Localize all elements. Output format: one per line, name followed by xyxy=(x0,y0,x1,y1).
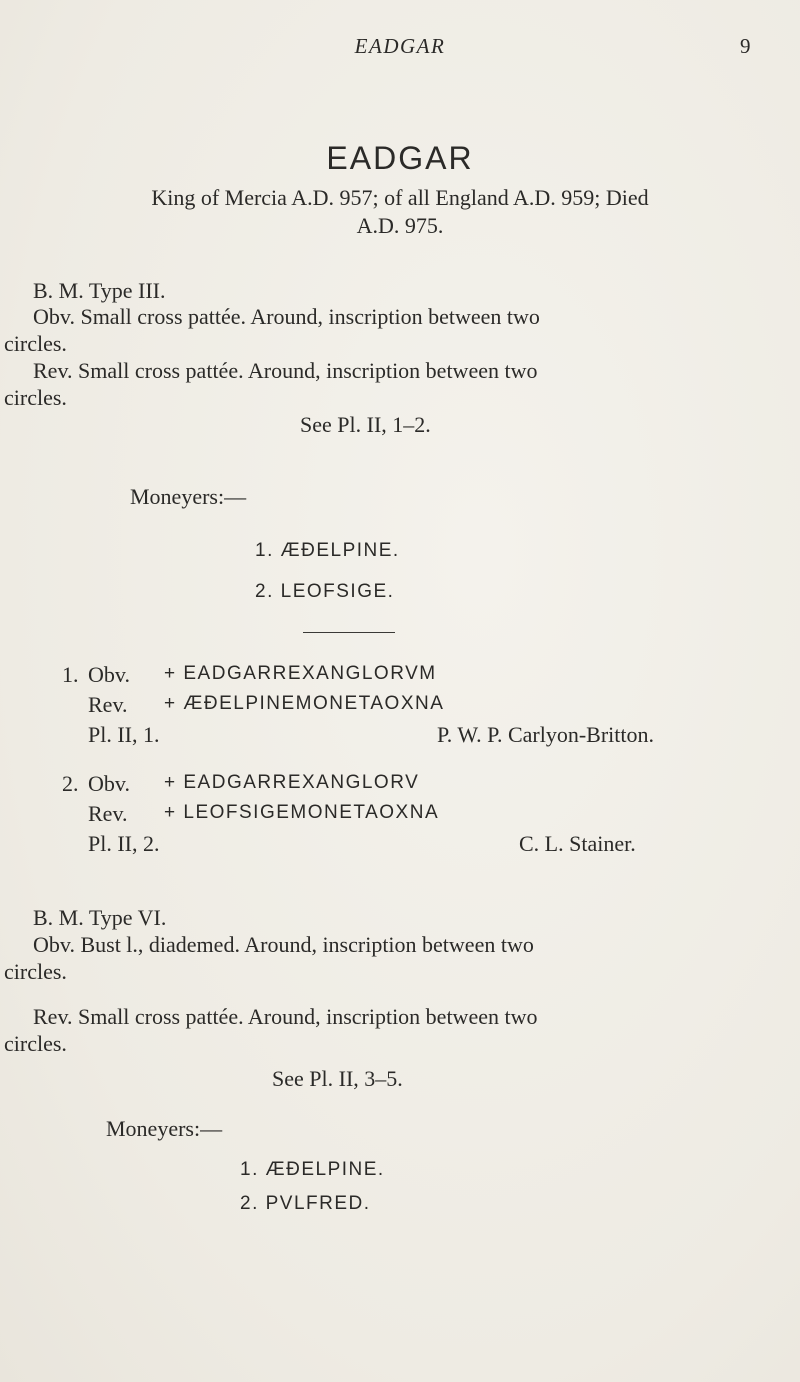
section-heading: EADGAR xyxy=(326,140,474,176)
intro-line-2: A.D. 975. xyxy=(356,213,444,238)
section1-moneyers-label: Moneyers:— xyxy=(130,484,247,509)
section-divider xyxy=(303,632,395,633)
coin1-owner: P. W. P. Carlyon-Britton. xyxy=(437,722,654,747)
coin1-number: 1. xyxy=(62,662,79,687)
coin2-obv-legend: + EADGARREXANGLORV xyxy=(164,772,420,793)
coin2-rev-label: Rev. xyxy=(88,801,128,826)
section1-obv-line-2: circles. xyxy=(4,331,67,356)
running-title: EADGAR xyxy=(354,34,446,58)
coin1-plate: Pl. II, 1. xyxy=(88,722,160,747)
section2-moneyers-label: Moneyers:— xyxy=(106,1116,223,1141)
section2-type: B. M. Type VI. xyxy=(33,905,167,930)
section2-obv-line-1: Obv. Bust l., diademed. Around, inscription between two xyxy=(33,932,534,957)
section2-rev-line-2: circles. xyxy=(4,1031,67,1056)
coin1-rev-label: Rev. xyxy=(88,692,128,717)
coin2-rev-legend: + LEOFSIGEMONETAOXNA xyxy=(164,802,440,823)
section1-obv-line-1: Obv. Small cross pattée. Around, inscription between two xyxy=(33,304,540,329)
section1-moneyer-1: 1. ÆÐELPINE. xyxy=(255,540,400,561)
section2-rev-line-1: Rev. Small cross pattée. Around, inscription between two xyxy=(33,1004,538,1029)
section1-type: B. M. Type III. xyxy=(33,278,166,303)
coin1-obv-legend: + EADGARREXANGLORVM xyxy=(164,663,437,684)
intro-line-1: King of Mercia A.D. 957; of all England A.D. 959; Died xyxy=(151,185,649,210)
coin1-obv-label: Obv. xyxy=(88,662,130,687)
section1-see-plate: See Pl. II, 1–2. xyxy=(300,412,431,437)
coin1-rev-legend: + ÆÐELPINEMONETAOXNA xyxy=(164,693,445,714)
section1-rev-line-1: Rev. Small cross pattée. Around, inscription between two xyxy=(33,358,538,383)
section2-moneyer-1: 1. ÆÐELPINE. xyxy=(240,1159,385,1180)
coin2-plate: Pl. II, 2. xyxy=(88,831,160,856)
section2-moneyer-2: 2. PVLFRED. xyxy=(240,1193,371,1214)
section2-see-plate: See Pl. II, 3–5. xyxy=(272,1066,403,1091)
page-number: 9 xyxy=(740,34,751,58)
section2-obv-line-2: circles. xyxy=(4,959,67,984)
coin2-number: 2. xyxy=(62,771,79,796)
section1-rev-line-2: circles. xyxy=(4,385,67,410)
coin2-obv-label: Obv. xyxy=(88,771,130,796)
coin2-owner: C. L. Stainer. xyxy=(519,831,636,856)
section1-moneyer-2: 2. LEOFSIGE. xyxy=(255,581,395,602)
